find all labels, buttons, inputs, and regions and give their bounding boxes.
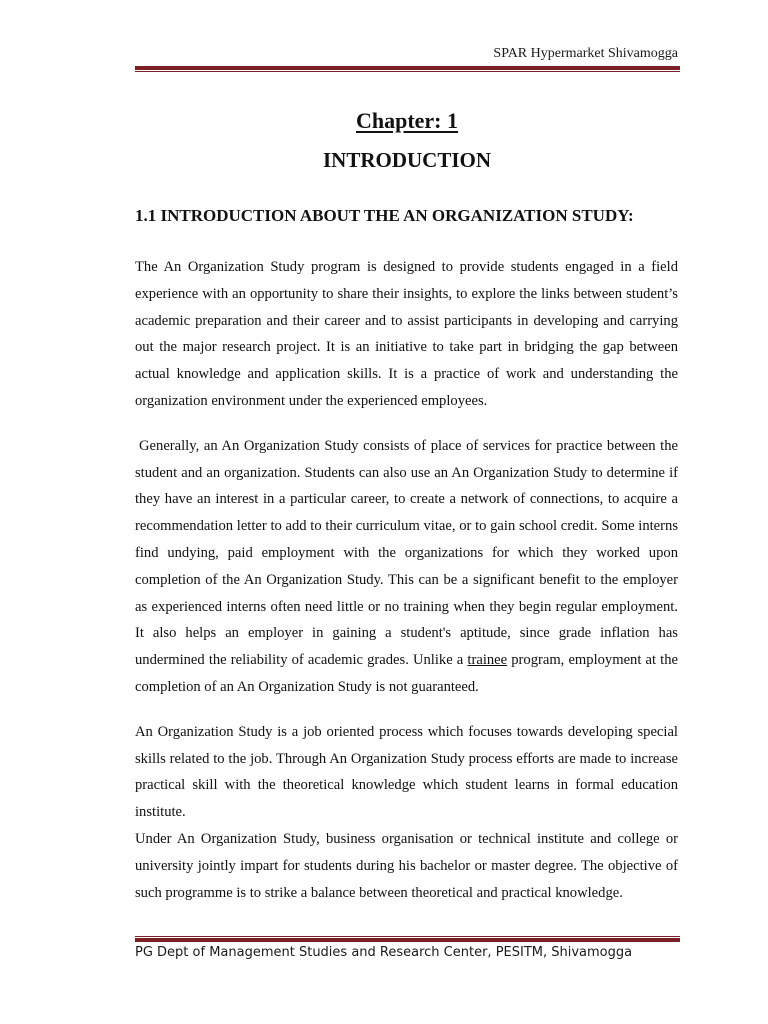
paragraph-2-text-b: program, employment at the completion of an An Organization Study is not guaranteed.: [135, 652, 679, 695]
footer-rule-thin: [135, 936, 680, 937]
chapter-label: Chapter: 1: [355, 108, 459, 133]
paragraph-2-text-a: Generally, an An Organization Study consists of place of services for practice between the student and an organization. Students can also use an An Organization Study to determine if they have an interest in a particular career, to create a network of connections, to acquire a recommendation letter to add to their curriculum vitae, or to gain school credit. Some interns find undying, paid employment with the organizations for which they worked upon completion of the An Organization Study. This can be a significant benefit to the employer as experienced interns often need little or no training when they begin regular employment. It also helps an employer in gaining a student's aptitude, since grade inflation has undermined the reliability of academic grades. Unlike a: [135, 437, 678, 669]
page-footer-text: PG Dept of Management Studies and Research Center, PESITM, Shivamogga: [135, 945, 633, 960]
footer-rule-thick: [135, 938, 680, 942]
trainee-link[interactable]: trainee: [467, 652, 508, 669]
paragraph-1: The An Organization Study program is designed to provide students engaged in a field experience with an opportunity to share their insights, to explore the links between student’s academic preparation and their career and to assist participants in developing and carrying out the major research project. It is an initiative to take part in bridging the gap between actual knowledge and application skills. It is a practice of work and understanding the organization environment under the experienced employees.: [135, 259, 678, 409]
page-header-title: SPAR Hypermarket Shivamogga: [493, 46, 678, 61]
header-rule-thin: [135, 71, 680, 72]
paragraph-4: Under An Organization Study, business organisation or technical institute and college or university jointly impart for students during his bachelor or master degree. The objective of such programme is to strike a balance between theoretical and practical knowledge.: [135, 830, 678, 901]
section-heading: 1.1 INTRODUCTION ABOUT THE AN ORGANIZATION STUDY:: [135, 206, 634, 225]
header-rule-thick: [135, 66, 680, 70]
paragraph-2: [135, 433, 678, 701]
chapter-title: INTRODUCTION: [322, 148, 492, 172]
body-text: [135, 254, 678, 906]
paragraph-3: An Organization Study is a job oriented process which focuses towards developing special skills related to the job. Through An Organization Study process efforts are made to increase practical skill with the theoretical knowledge which student learns in formal education institute.: [135, 723, 678, 821]
